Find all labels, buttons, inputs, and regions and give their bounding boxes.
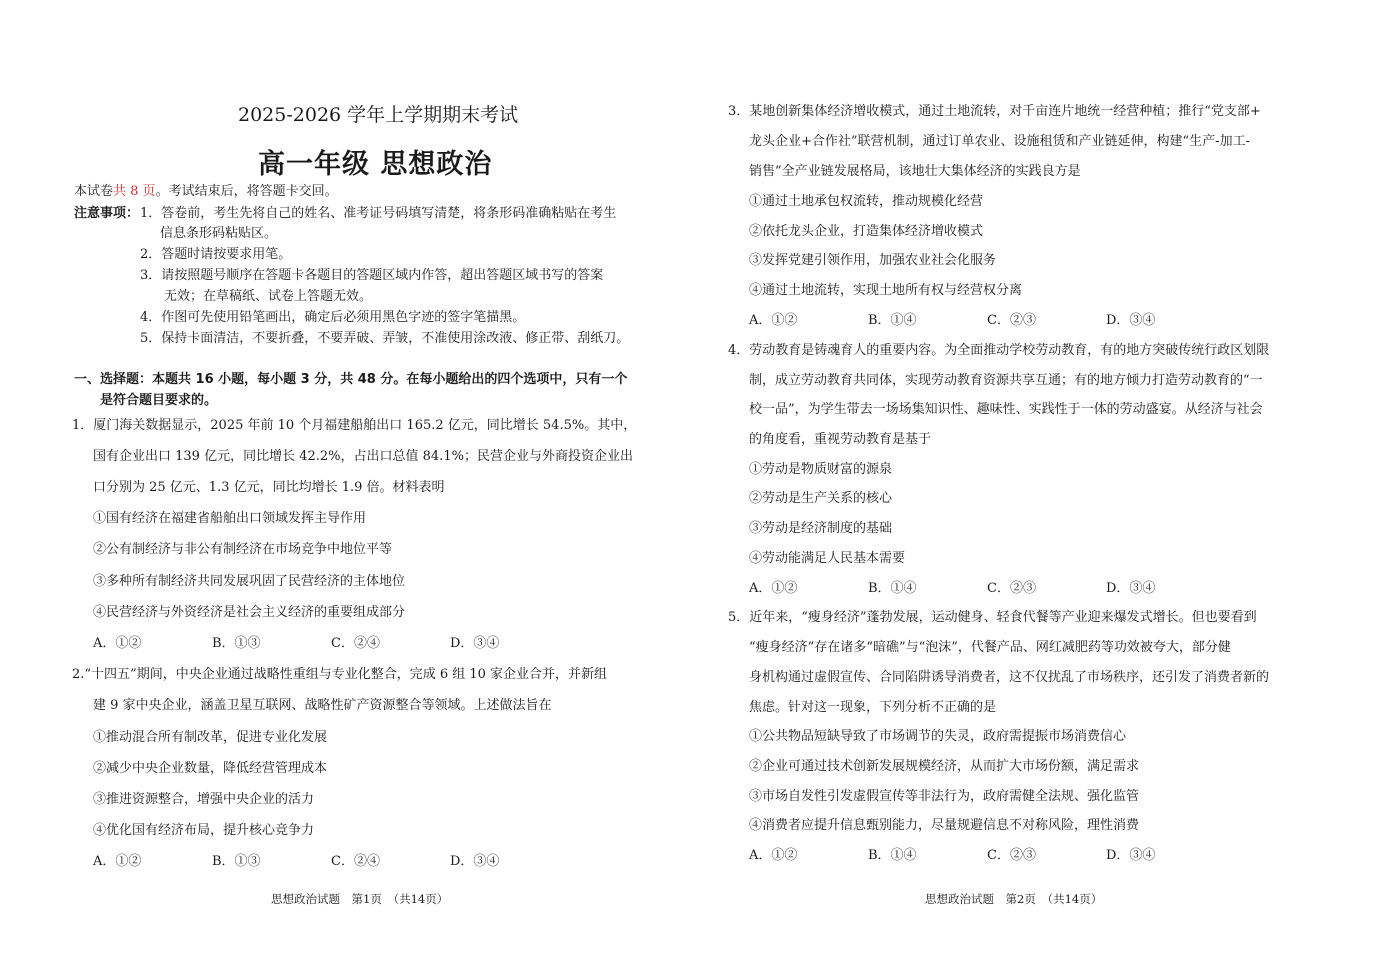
- q2-item: ④优化国有经济布局，提升核心竞争力: [93, 823, 315, 838]
- q5-option-a[interactable]: A．①②: [749, 848, 798, 863]
- q1-option-b[interactable]: B．①③: [212, 636, 261, 651]
- intro-pages: 共 8 页: [113, 184, 156, 199]
- q2-option-d[interactable]: D．③④: [450, 854, 500, 869]
- q4-stem: 校一品”，为学生带去一场场集知识性、趣味性、实践性于一体的劳动盛宴。从经济与社会: [749, 402, 1263, 417]
- q4-stem: 4．劳动教育是铸魂育人的重要内容。为全面推动学校劳动教育，有的地方突破传统行政区划限: [728, 343, 1270, 358]
- q5-item: ①公共物品短缺导致了市场调节的失灵，政府需提振市场消费信心: [749, 729, 1127, 744]
- q3-stem: 3．某地创新集体经济增收模式，通过土地流转，对千亩连片地统一经营种植；推行“党支部+: [728, 104, 1261, 119]
- q1-stem: 1．厦门海关数据显示，2025 年前 10 个月福建船舶出口 165.2 亿元，同比增长 54.5%。其中，: [72, 418, 637, 433]
- q4-option-b[interactable]: B．①④: [868, 581, 917, 596]
- q5-option-d[interactable]: D．③④: [1106, 848, 1156, 863]
- q2-item: ①推动混合所有制改革，促进专业化发展: [93, 730, 328, 745]
- page-footer-left: 思想政治试题 第1页 （共14页）: [271, 892, 449, 906]
- q3-item: ①通过土地承包权流转，推动规模化经营: [749, 194, 984, 209]
- q3-option-d[interactable]: D．③④: [1106, 313, 1156, 328]
- subject-title: 高一年级 思想政治: [258, 149, 493, 180]
- q3-stem: 龙头企业+合作社”联营机制，通过订单农业、设施租赁和产业链延伸，构建“生产-加工-: [749, 134, 1250, 149]
- notice-item-3: 3．请按照题号顺序在答题卡各题目的答题区域内作答，超出答题区域书写的答案: [140, 268, 604, 283]
- q5-stem: 5．近年来，“瘦身经济”蓬勃发展，运动健身、轻食代餐等产业迎来爆发式增长。但也要看到: [728, 610, 1257, 625]
- q5-options: [749, 844, 1225, 863]
- q2-item: ②减少中央企业数量，降低经营管理成本: [93, 761, 328, 776]
- notice-label: 注意事项：: [74, 206, 140, 221]
- q1-option-d[interactable]: D．③④: [450, 636, 500, 651]
- notice-item-5: 5．保持卡面清洁，不要折叠，不要弄破、弄皱，不准使用涂改液、修正带、刮纸刀。: [140, 331, 630, 346]
- section-heading: 一、选择题：本题共 16 小题，每小题 3 分，共 48 分。在每小题给出的四个选项中，只有一个: [74, 372, 628, 387]
- q5-option-c[interactable]: C．②③: [987, 848, 1036, 863]
- exam-title: 2025-2026 学年上学期期末考试: [238, 104, 519, 126]
- q1-option-a[interactable]: A．①②: [93, 636, 142, 651]
- q1-item: ②公有制经济与非公有制经济在市场竞争中地位平等: [93, 542, 393, 557]
- q4-item: ②劳动是生产关系的核心: [749, 491, 893, 506]
- q3-item: ④通过土地流转，实现土地所有权与经营权分离: [749, 283, 1023, 298]
- q4-option-d[interactable]: D．③④: [1106, 581, 1156, 596]
- q1-stem: 口分别为 25 亿元、1.3 亿元，同比均增长 1.9 倍。材料表明: [93, 480, 445, 495]
- q1-item: ③多种所有制经济共同发展巩固了民营经济的主体地位: [93, 574, 406, 589]
- section-heading-cont: 是符合题目要求的。: [100, 393, 218, 408]
- q5-option-b[interactable]: B．①④: [868, 848, 917, 863]
- q1-item: ①国有经济在福建省船舶出口领域发挥主导作用: [93, 511, 367, 526]
- notice-item-1-cont: 信息条形码粘贴区。: [160, 226, 278, 241]
- notice-item-3-cont: 无效；在草稿纸、试卷上答题无效。: [164, 289, 373, 304]
- q4-item: ③劳动是经济制度的基础: [749, 521, 893, 536]
- q5-stem: 焦虑。针对这一现象，下列分析不正确的是: [749, 700, 997, 715]
- q5-item: ④消费者应提升信息甄别能力，尽量规避信息不对称风险，理性消费: [749, 818, 1140, 833]
- q4-item: ①劳动是物质财富的源泉: [749, 462, 893, 477]
- notice-item-2: 2．答题时请按要求用笔。: [140, 247, 292, 262]
- q2-stem: 2.“十四五”期间，中央企业通过战略性重组与专业化整合，完成 6 组 10 家企业合并，并新组: [72, 667, 608, 682]
- notice-item-4: 4．作图可先使用铅笔画出，确定后必须用黑色字迹的签字笔描黑。: [140, 310, 526, 325]
- q5-item: ②企业可通过技术创新发展规模经济，从而扩大市场份额，满足需求: [749, 759, 1140, 774]
- q2-option-b[interactable]: B．①③: [212, 854, 261, 869]
- intro-prefix: 本试卷: [74, 184, 114, 199]
- q3-option-a[interactable]: A．①②: [749, 313, 798, 328]
- notice-item-1: 1．答卷前，考生先将自己的姓名、准考证号码填写清楚，将条形码准确粘贴在考生: [140, 206, 617, 221]
- q5-stem: “瘦身经济”存在诸多“暗礁”与“泡沫”，代餐产品、网红减肥药等功效被夸大，部分健: [749, 640, 1231, 655]
- q3-stem: 销售”全产业链发展格局，该地壮大集体经济的实践良方是: [749, 164, 1081, 179]
- q3-item: ③发挥党建引领作用，加强农业社会化服务: [749, 253, 997, 268]
- q3-item: ②依托龙头企业，打造集体经济增收模式: [749, 224, 984, 239]
- q4-stem: 制，成立劳动教育共同体，实现劳动教育资源共享互通；有的地方倾力打造劳动教育的“一: [749, 373, 1263, 388]
- q4-option-a[interactable]: A．①②: [749, 581, 798, 596]
- q5-stem: 身机构通过虚假宣传、合同陷阱诱导消费者，这不仅扰乱了市场秩序，还引发了消费者新的: [749, 670, 1270, 685]
- q1-options: [93, 632, 569, 651]
- q4-options: [749, 577, 1225, 596]
- q5-item: ③市场自发性引发虚假宣传等非法行为，政府需健全法规、强化监管: [749, 789, 1140, 804]
- q2-item: ③推进资源整合，增强中央企业的活力: [93, 792, 315, 807]
- q4-option-c[interactable]: C．②③: [987, 581, 1036, 596]
- q2-option-c[interactable]: C．②④: [331, 854, 380, 869]
- q1-item: ④民营经济与外资经济是社会主义经济的重要组成部分: [93, 605, 406, 620]
- q4-stem: 的角度看，重视劳动教育是基于: [749, 432, 932, 447]
- q2-stem: 建 9 家中央企业，涵盖卫星互联网、战略性矿产资源整合等领域。上述做法旨在: [93, 698, 552, 713]
- q2-options: [93, 850, 569, 869]
- q4-item: ④劳动能满足人民基本需要: [749, 551, 906, 566]
- intro-suffix: 。考试结束后，将答题卡交回。: [155, 184, 338, 199]
- page-footer-right: 思想政治试题 第2页 （共14页）: [925, 892, 1103, 906]
- q3-option-b[interactable]: B．①④: [868, 313, 917, 328]
- q2-option-a[interactable]: A．①②: [93, 854, 142, 869]
- q3-option-c[interactable]: C．②③: [987, 313, 1036, 328]
- q3-options: [749, 309, 1225, 328]
- intro-line: [74, 180, 338, 199]
- q1-stem: 国有企业出口 139 亿元，同比增长 42.2%，占出口总值 84.1%；民营企业与外商投资企业出: [93, 449, 633, 464]
- q1-option-c[interactable]: C．②④: [331, 636, 380, 651]
